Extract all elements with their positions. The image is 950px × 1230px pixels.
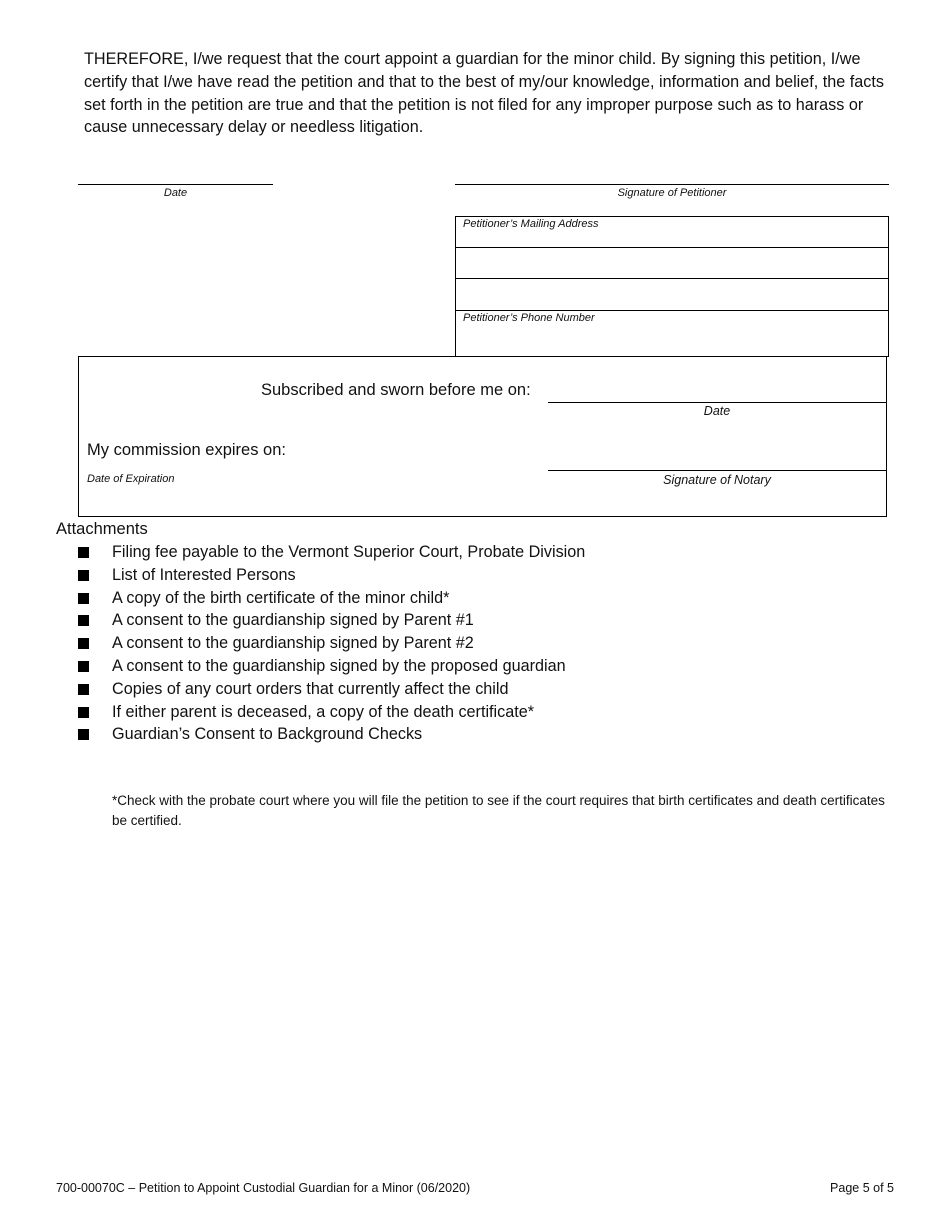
list-item: A consent to the guardianship signed by Parent #1 — [78, 609, 585, 632]
sworn-statement: Subscribed and sworn before me on: — [261, 381, 531, 399]
date-caption: Date — [163, 187, 188, 199]
petitioner-signature-caption: Signature of Petitioner — [617, 187, 727, 199]
bullet-square-icon — [78, 707, 89, 718]
mailing-address-field-2[interactable] — [456, 248, 888, 278]
phone-number-label: Petitioner’s Phone Number — [463, 312, 595, 324]
list-item: A consent to the guardianship signed by Parent #2 — [78, 632, 585, 655]
list-item: List of Interested Persons — [78, 564, 585, 587]
list-item: Filing fee payable to the Vermont Superior Court, Probate Division — [78, 541, 585, 564]
attachments-list — [78, 541, 585, 746]
phone-number-field[interactable] — [456, 311, 888, 356]
bullet-square-icon — [78, 661, 89, 672]
list-item: If either parent is deceased, a copy of the death certificate* — [78, 701, 585, 724]
bullet-square-icon — [78, 593, 89, 604]
date-line[interactable] — [78, 184, 273, 185]
footnote: *Check with the probate court where you will file the petition to see if the court requires that birth certificates and death certificates be certified. — [112, 793, 885, 828]
bullet-square-icon — [78, 729, 89, 740]
mailing-address-field-1[interactable] — [456, 217, 888, 247]
notary-signature-caption: Signature of Notary — [663, 473, 771, 487]
bullet-square-icon — [78, 638, 89, 649]
bullet-square-icon — [78, 615, 89, 626]
mailing-address-label: Petitioner’s Mailing Address — [463, 218, 599, 230]
footer-form-id: 700-00070C – Petition to Appoint Custodial Guardian for a Minor (06/2020) — [56, 1181, 471, 1195]
list-item: Guardian’s Consent to Background Checks — [78, 723, 585, 746]
commission-statement: My commission expires on: — [87, 441, 286, 459]
sworn-date-caption: Date — [703, 404, 731, 418]
footer-page-number: Page 5 of 5 — [830, 1181, 894, 1195]
bullet-square-icon — [78, 570, 89, 581]
list-item: A consent to the guardianship signed by the proposed guardian — [78, 655, 585, 678]
bullet-square-icon — [78, 547, 89, 558]
attachments-title: Attachments — [56, 520, 148, 538]
list-item: Copies of any court orders that currently affect the child — [78, 678, 585, 701]
intro-paragraph: THEREFORE, I/we request that the court appoint a guardian for the minor child. By signing this petition, I/we certify that I/we have read the petition and that to the best of my/our knowledge, information and belief, the facts set forth in the petition are true and that the petition is not filed for any improper purpose such as to harass or cause unnecessary delay or needless litigation. — [84, 50, 884, 137]
petitioner-signature-line[interactable] — [455, 184, 889, 185]
notary-signature-line[interactable] — [548, 470, 886, 471]
sworn-date-line[interactable] — [548, 402, 886, 403]
expiration-date-caption: Date of Expiration — [87, 473, 175, 485]
mailing-address-field-3[interactable] — [456, 279, 888, 310]
bullet-square-icon — [78, 684, 89, 695]
list-item: A copy of the birth certificate of the minor child* — [78, 587, 585, 610]
